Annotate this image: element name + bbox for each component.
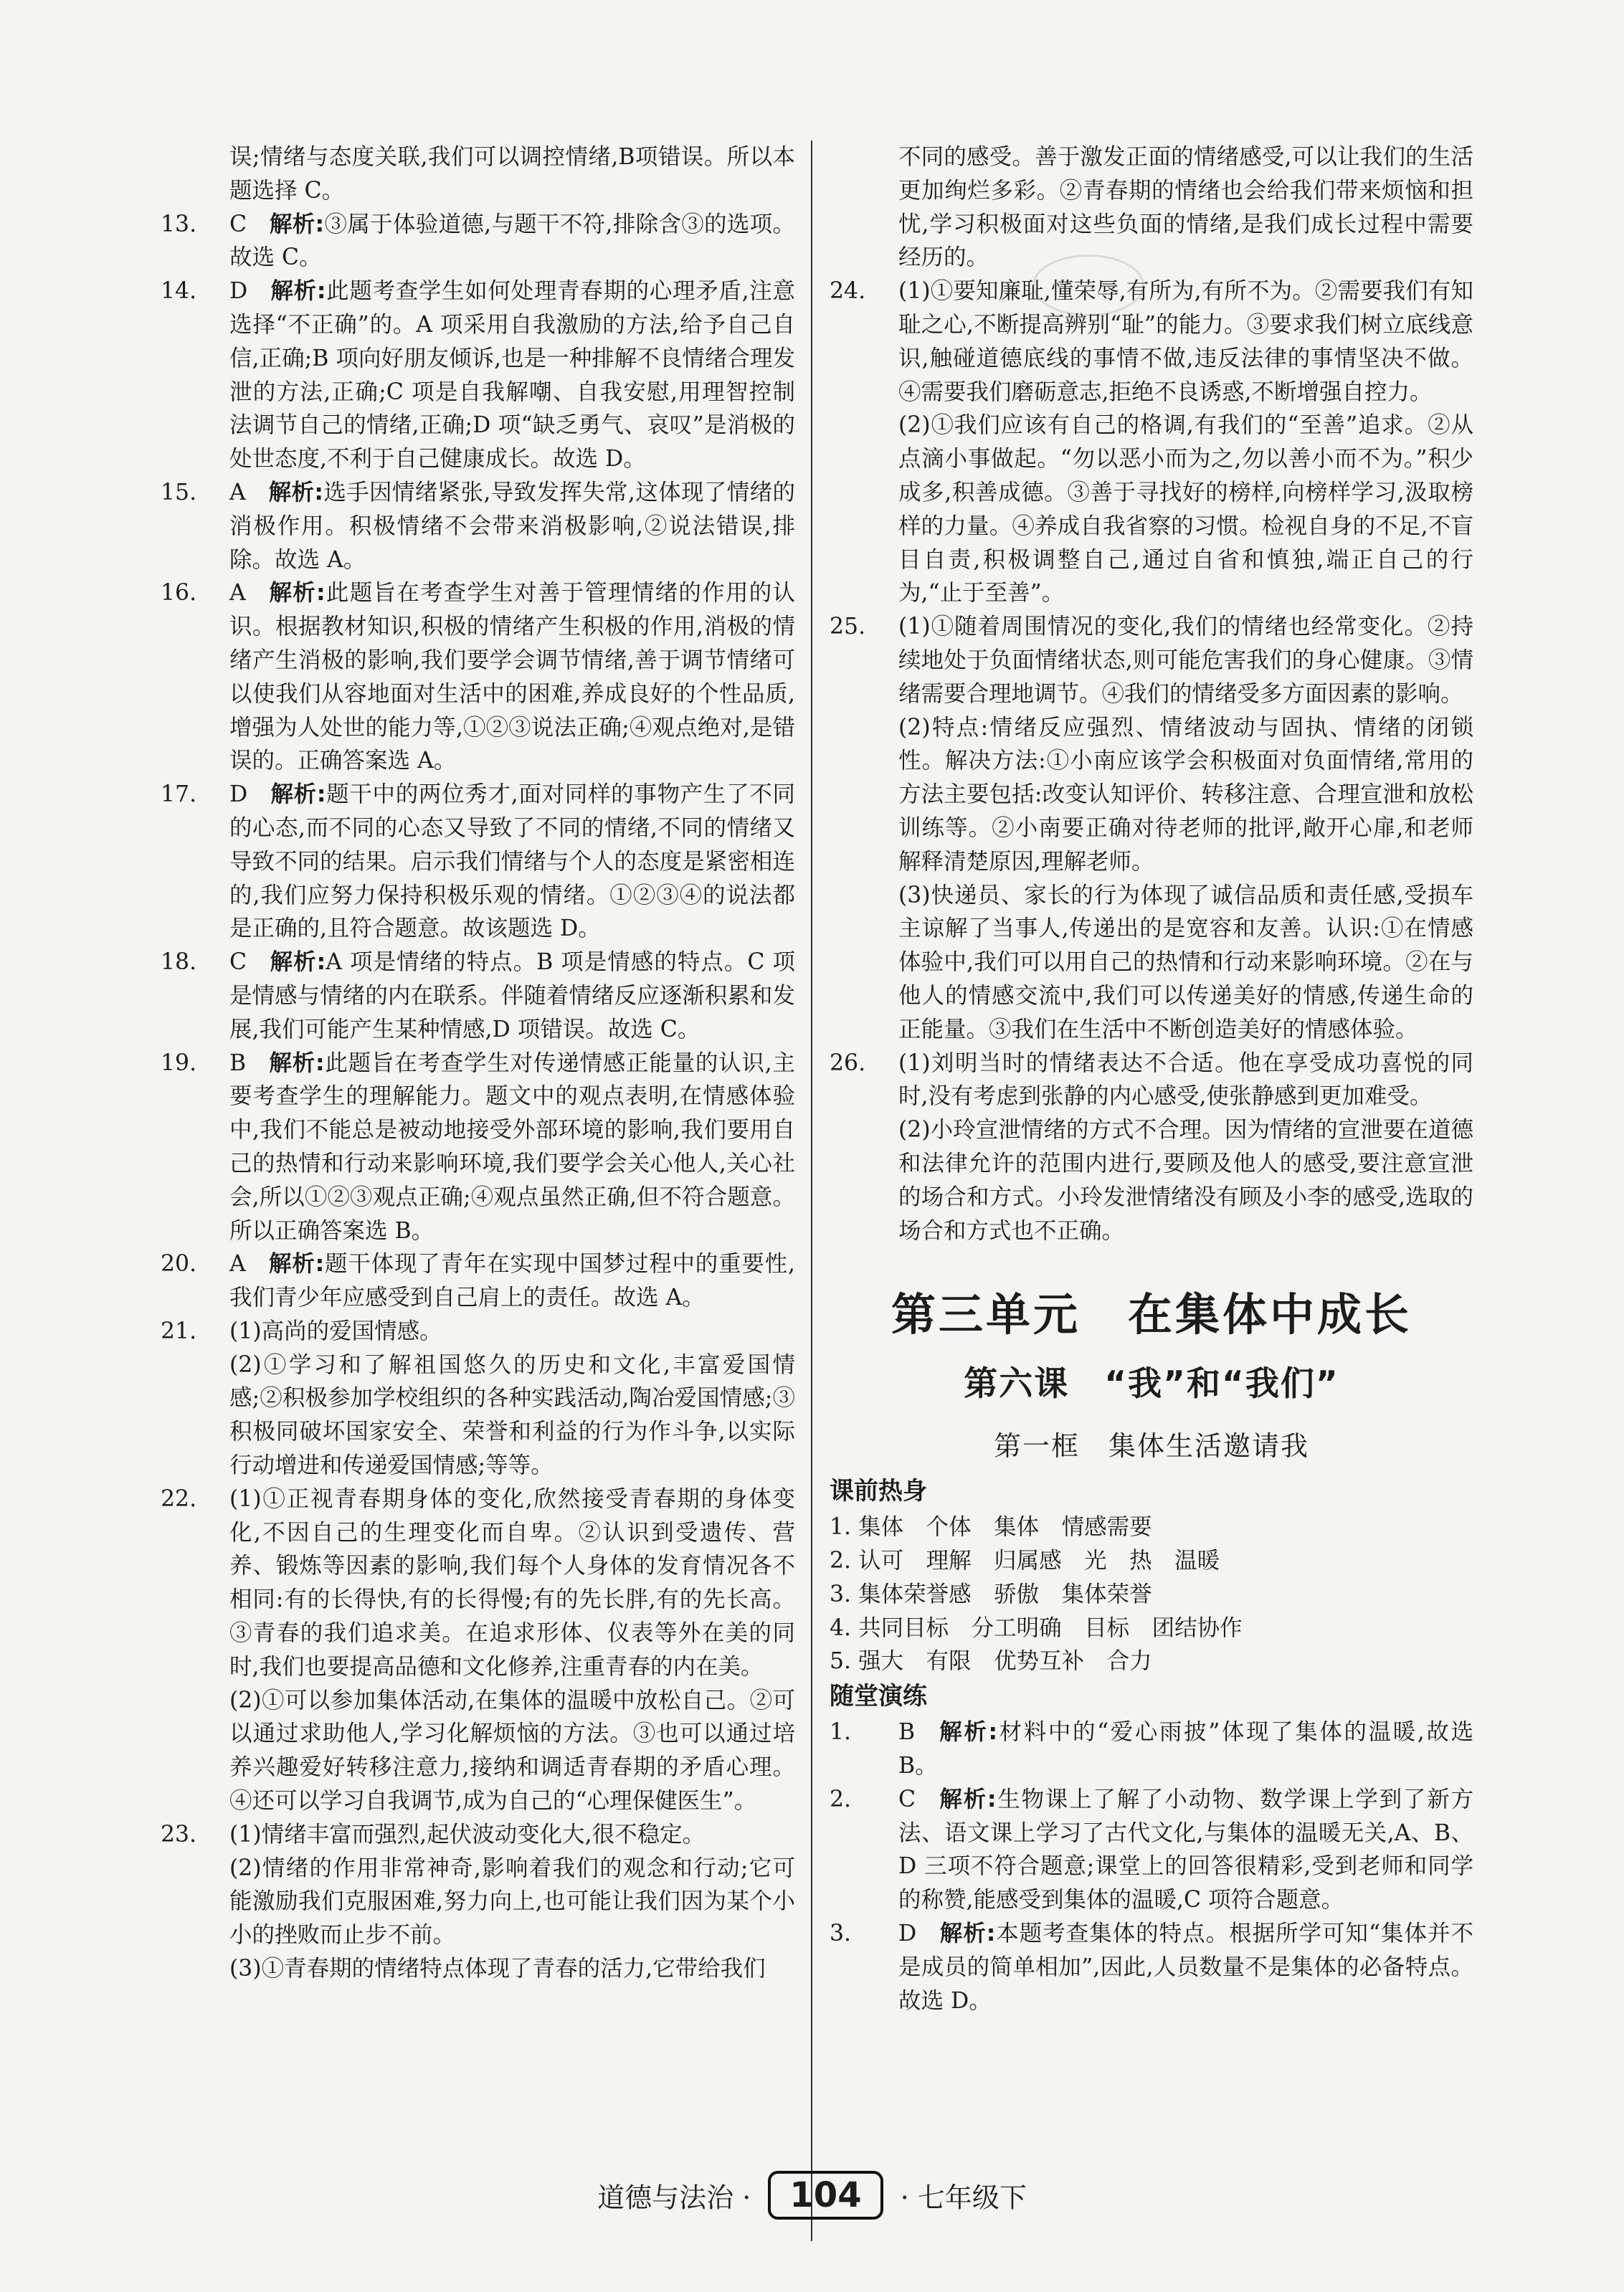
item-number: 25. — [830, 614, 866, 640]
section-practice-heading: 随堂演练 — [830, 1682, 927, 1711]
answer-letter: D — [229, 781, 248, 808]
answer-item — [161, 1483, 795, 1684]
answer-item — [830, 1783, 1473, 1917]
item-number: 24. — [830, 278, 866, 305]
sub-answer: (2)①学习和了解祖国悠久的历史和文化,丰富爱国情感;②积极参加学校组织的各种实践活动,陶冶爱国情感;③积极同破坏国家安全、荣誉和利益的行为作斗争,以实际行动增进和传递爱国情感;等等。 — [229, 1351, 795, 1479]
answer-item — [161, 1315, 795, 1349]
answer-letter: C — [229, 211, 247, 237]
answer-text: 此题考查学生如何处理青春期的心理矛盾,注意选择“不正确”的。A 项采用自我激励的方法,给予自己自信,正确;B 项向好朋友倾诉,也是一种排解不良情绪合理发泄的方法,正确;C 项是自我解嘲、自我安慰,用理智控制法调节自己的情绪,正确;D 项“缺乏勇气、哀叹”是消极的处世态度,不利于自己健康成长。故选 D。 — [229, 278, 796, 472]
sub-answer: (2)情绪的作用非常神奇,影响着我们的观念和行动;它可能激励我们克服困难,努力向上,也可能让我们因为某个小小的挫败而止步不前。 — [229, 1855, 795, 1949]
analysis-label: 解析: — [269, 211, 325, 237]
item-number: 20. — [161, 1251, 197, 1278]
analysis-label: 解析: — [268, 1251, 325, 1278]
answer-letter: C — [898, 1786, 916, 1812]
answer-text: (1)情绪丰富而强烈,起伏波动变化大,很不稳定。 — [229, 1821, 706, 1848]
warmup-item: 5. 强大 有限 优势互补 合力 — [830, 1648, 1152, 1675]
section-warmup-heading: 课前热身 — [830, 1477, 927, 1506]
answer-item — [161, 476, 795, 576]
analysis-label: 解析: — [268, 479, 323, 505]
sub-answer: (3)快递员、家长的行为体现了诚信品质和责任感,受损车主谅解了当事人,传递出的是宽容和友善。认识:①在情感体验中,我们可以用自己的热情和行动来影响环境。②在与他人的情感交流中,我们可以传递美好的情感,传递生命的正能量。③我们在生活中不断创造美好的情感体验。 — [898, 882, 1473, 1042]
warmup-item: 3. 集体荣誉感 骄傲 集体荣誉 — [830, 1581, 1152, 1607]
footer-subject: 道德与法治 · — [597, 2182, 751, 2214]
answers-24-26 — [830, 141, 1473, 1247]
item-number: 18. — [161, 949, 197, 976]
answer-text: 材料中的“爱心雨披”体现了集体的温暖,故选 B。 — [898, 1719, 1473, 1779]
answer-item — [161, 275, 795, 476]
continued-text: 不同的感受。善于激发正面的情绪感受,可以让我们的生活更加绚烂多彩。②青春期的情绪也会给我们带来烦恼和担忧,学习积极面对这些负面的情绪,是我们成长过程中需要经历的。 — [898, 144, 1473, 271]
answer-letter: C — [229, 949, 247, 976]
item-number: 2. — [830, 1786, 852, 1812]
item-number: 21. — [161, 1318, 197, 1344]
warmup-item: 2. 认可 理解 归属感 光 热 温暖 — [830, 1548, 1220, 1574]
item-number: 22. — [161, 1485, 197, 1512]
answer-text: (1)①正视青春期身体的变化,欣然接受青春期的身体变化,不因自己的生理变化而自卑。②认识到受遗传、营养、锻炼等因素的影响,我们每个人身体的发育情况各不相同:有的长得快,有的长得慢;有的先长胖,有的先长高。③青春的我们追求美。在追求形体、仪表等外在美的同时,我们也要提高品德和文化修养,注重青春的内在美。 — [229, 1485, 795, 1680]
item-number: 26. — [830, 1050, 866, 1076]
item-number: 3. — [830, 1921, 852, 1947]
analysis-label: 解析: — [268, 580, 326, 607]
answer-item — [161, 1247, 795, 1315]
answer-letter: D — [229, 278, 248, 305]
analysis-label: 解析: — [270, 278, 326, 305]
item-number: 13. — [161, 211, 197, 237]
answer-item — [830, 1716, 1473, 1783]
warmup-item: 1. 集体 个体 集体 情感需要 — [830, 1514, 1152, 1541]
answer-text: (1)①随着周围情况的变化,我们的情绪也经常变化。②持续地处于负面情绪状态,则可能危害我们的身心健康。③情绪需要合理地调节。④我们的情绪受多方面因素的影响。 — [898, 614, 1473, 707]
answer-item — [830, 610, 1473, 710]
warmup-list — [830, 1511, 1473, 1678]
footer-grade: · 七年级下 — [900, 2182, 1027, 2214]
answer-item — [830, 275, 1473, 409]
answer-text: 生物课上了解了小动物、数学课上学到了新方法、语文课上学习了古代文化,与集体的温暖无关,A、B、D 三项不符合题意;课堂上的回答很精彩,受到老师和同学的称赞,能感受到集体的温暖,C 项符合题意。 — [898, 1786, 1473, 1913]
item-number: 17. — [161, 781, 197, 808]
page-number: 104 — [768, 2171, 883, 2220]
answer-item — [161, 1047, 795, 1248]
answer-item — [161, 1818, 795, 1852]
answer-text: A 项是情绪的特点。B 项是情感的特点。C 项是情感与情绪的内在联系。伴随着情绪反应逐渐积累和发展,我们可能产生某种情感,D 项错误。故选 C。 — [229, 949, 795, 1042]
answer-text: 题干体现了青年在实现中国梦过程中的重要性,我们青少年应感受到自己肩上的责任。故选 A。 — [229, 1251, 795, 1311]
answer-item — [161, 208, 795, 275]
item-number: 23. — [161, 1821, 197, 1848]
item-number: 14. — [161, 278, 197, 305]
column-divider — [811, 141, 812, 2241]
sub-answer: (3)①青春期的情绪特点体现了青春的活力,它带给我们 — [229, 1956, 766, 1982]
answer-item — [830, 1917, 1473, 2017]
answer-letter: D — [898, 1921, 917, 1947]
answer-letter: A — [229, 1251, 246, 1278]
analysis-label: 解析: — [270, 781, 326, 808]
item-number: 19. — [161, 1050, 197, 1076]
answer-text: ③属于体验道德,与题干不符,排除含③的选项。故选 C。 — [229, 211, 795, 271]
answer-item — [161, 778, 795, 946]
practice-list — [830, 1716, 1473, 2017]
answer-text: 题干中的两位秀才,面对同样的事物产生了不同的心态,而不同的心态又导致了不同的情绪,不同的情绪又导致不同的结果。启示我们情绪与个人的态度是紧密相连的,我们应努力保持积极乐观的情绪。①②③④的说法都是正确的,且符合题意。故该题选 D。 — [229, 781, 796, 942]
page-footer — [0, 2171, 1624, 2220]
analysis-label: 解析: — [937, 1719, 998, 1746]
unit-title: 第三单元 在集体中成长 — [891, 1288, 1412, 1341]
frame-title: 第一框 集体生活邀请我 — [993, 1430, 1309, 1463]
answer-item — [161, 946, 795, 1046]
item-number: 1. — [830, 1719, 852, 1746]
answer-text: 此题旨在考查学生对传递情感正能量的认识,主要考查学生的理解能力。题文中的观点表明,在情感体验中,我们不能总是被动地接受外部环境的影响,我们要用自己的热情和行动来影响环境,我们要学会关心他人,关心社会,所以①②③观点正确;④观点虽然正确,但不符合题意。所以正确答案选 B。 — [229, 1050, 795, 1244]
left-column — [161, 141, 795, 1986]
answer-text: (1)刘明当时的情绪表达不合适。他在享受成功喜悦的同时,没有考虑到张静的内心感受,使张静感到更加难受。 — [898, 1050, 1473, 1110]
answer-text: (1)高尚的爱国情感。 — [229, 1318, 442, 1344]
item-number: 16. — [161, 580, 197, 607]
answer-text: 选手因情绪紧张,导致发挥失常,这体现了情绪的消极作用。积极情绪不会带来消极影响,②说法错误,排除。故选 A。 — [229, 479, 795, 573]
analysis-label: 解析: — [938, 1786, 997, 1812]
answer-text: 此题旨在考查学生对善于管理情绪的作用的认识。根据教材知识,积极的情绪产生积极的作用,消极的情绪产生消极的影响,我们要学会调节情绪,善于调节情绪可以使我们从容地面对生活中的困难,养成良好的个性品质,增强为人处世的能力等,①②③说法正确;④观点绝对,是错误的。正确答案选 A。 — [229, 580, 795, 774]
sub-answer: (2)小玲宣泄情绪的方式不合理。因为情绪的宣泄要在道德和法律允许的范围内进行,要顾及他人的感受,要注意宣泄的场合和方式。小玲发泄情绪没有顾及小李的感受,选取的场合和方式也不正确。 — [898, 1117, 1473, 1244]
answer-text: (1)①要知廉耻,懂荣辱,有所为,有所不为。②需要我们有知耻之心,不断提高辨别“耻”的能力。③要求我们树立底线意识,触碰道德底线的事情不做,违反法律的事情坚决不做。④需要我们磨砺意志,拒绝不良诱惑,不断增强自控力。 — [898, 278, 1473, 405]
answer-letter: B — [898, 1719, 916, 1746]
item-number: 15. — [161, 479, 197, 505]
warmup-item: 4. 共同目标 分工明确 目标 团结协作 — [830, 1615, 1243, 1641]
answer-item — [830, 1047, 1473, 1114]
answer-letter: B — [229, 1050, 247, 1076]
answer-letter: A — [229, 479, 246, 505]
sub-answer: (2)①可以参加集体活动,在集体的温暖中放松自己。②可以通过求助他人,学习化解烦恼的方法。③也可以通过培养兴趣爱好转移注意力,接纳和调适青春期的矛盾心理。④还可以学习自我调节,成为自己的“心理保健医生”。 — [229, 1687, 795, 1815]
sub-answer: (2)特点:情绪反应强烈、情绪波动与固执、情绪的闭锁性。解决方法:①小南应该学会积极面对负面情绪,常用的方法主要包括:改变认知评价、转移注意、合理宣泄和放松训练等。②小南要正确对待老师的批评,敞开心扉,和老师解释清楚原因,理解老师。 — [898, 714, 1473, 875]
right-column — [830, 141, 1473, 2017]
analysis-label: 解析: — [269, 949, 326, 976]
lesson-title: 第六课 “我”和“我们” — [964, 1364, 1339, 1404]
continued-text: 误;情绪与态度关联,我们可以调控情绪,B项错误。所以本题选择 C。 — [229, 144, 795, 204]
answer-text: 本题考查集体的特点。根据所学可知“集体并不是成员的简单相加”,因此,人员数量不是集体的必备特点。故选 D。 — [898, 1921, 1473, 2014]
answer-item — [161, 576, 795, 778]
sub-answer: (2)①我们应该有自己的格调,有我们的“至善”追求。②从点滴小事做起。“勿以恶小而为之,勿以善小而不为。”积少成多,积善成德。③善于寻找好的榜样,向榜样学习,汲取榜样的力量。④养成自我省察的习惯。检视自身的不足,不盲目自责,积极调整自己,通过自省和慎独,端正自己的行为,“止于至善”。 — [898, 412, 1473, 607]
analysis-label: 解析: — [939, 1921, 996, 1947]
answer-letter: A — [229, 580, 246, 607]
analysis-label: 解析: — [268, 1050, 325, 1076]
